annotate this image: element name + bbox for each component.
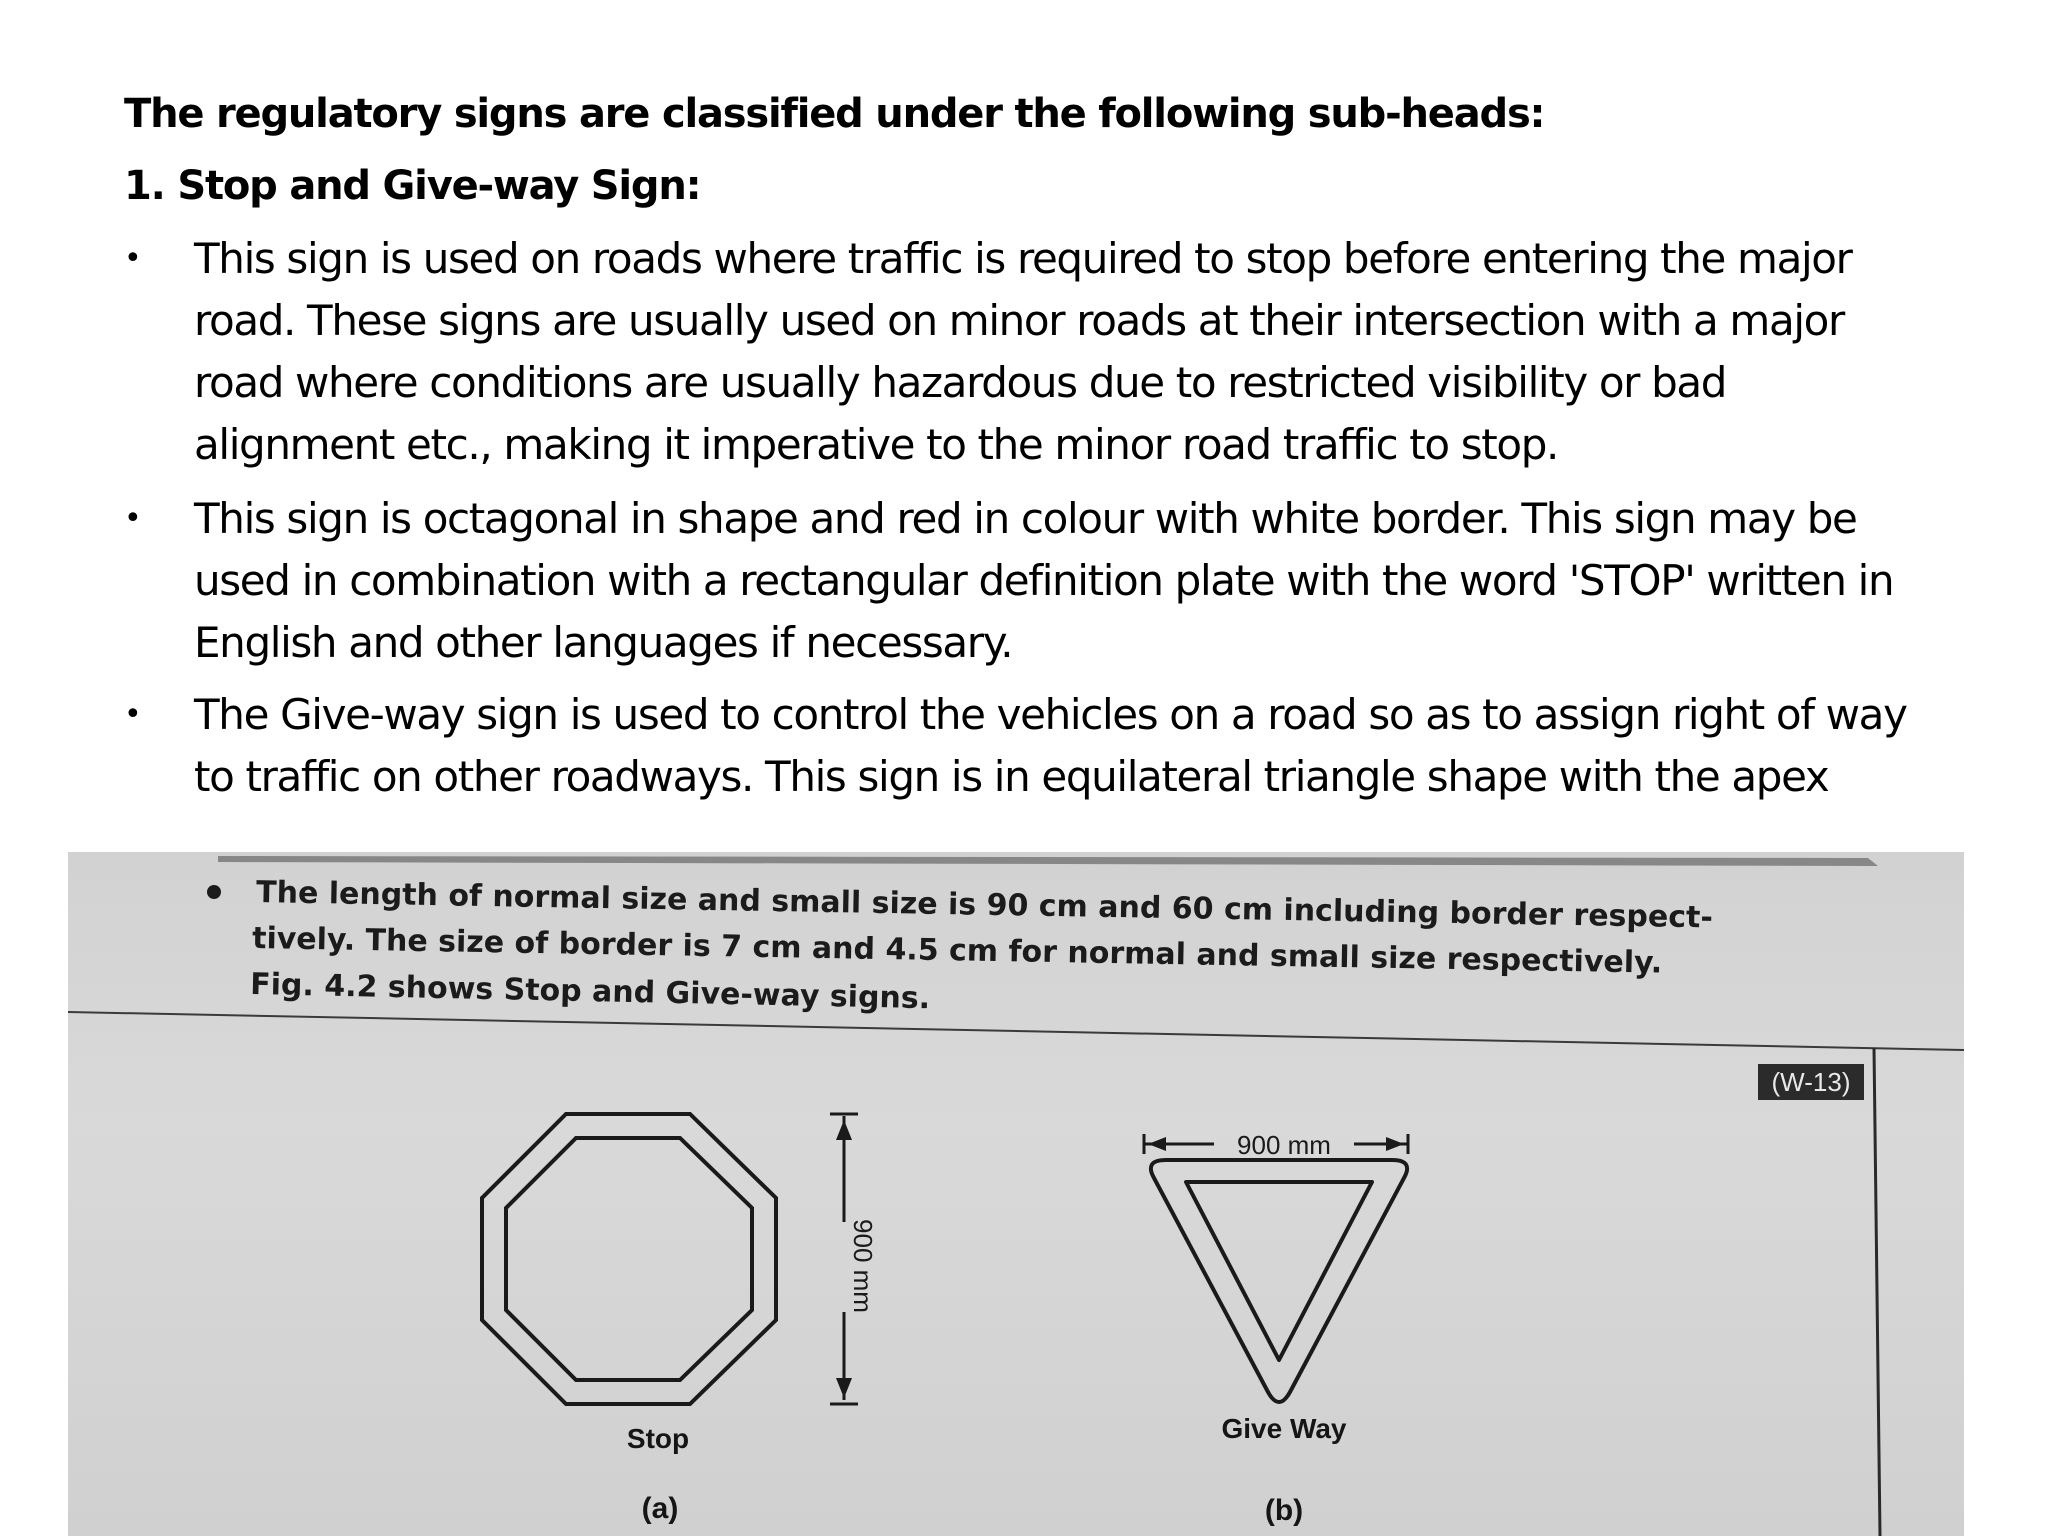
- bullet-dot: •: [124, 241, 142, 276]
- stop-sign-drawing: [482, 1114, 776, 1404]
- figure-frame: [1874, 1048, 1880, 1536]
- bullet-text: This sign is used on roads where traffic is required to stop before entering the major road. These signs are usually used on minor roads at their intersection with a major road where conditions are usually hazardous due to restricted visibility or bad alignment etc., making it imperative to the minor road traffic to stop.: [194, 234, 1852, 469]
- give-way-label: Give Way: [1221, 1413, 1347, 1444]
- scan-line-3: Fig. 4.2 shows Stop and Give-way signs.: [249, 967, 931, 1017]
- bullet-dot: •: [124, 501, 142, 536]
- scan-line-1: The length of normal size and small size is 90 cm and 60 cm including border respect-: [255, 875, 1714, 936]
- subsection-heading: 1. Stop and Give-way Sign:: [124, 163, 701, 209]
- figure-tag: (W-13): [1771, 1067, 1851, 1097]
- scan-line-2: tively. The size of border is 7 cm and 4.5 cm for normal and small size respectively.: [251, 921, 1663, 981]
- slide-text-area: [124, 0, 1934, 852]
- bullet-dot: •: [124, 697, 142, 732]
- bullet-text: The Give-way sign is used to control the vehicles on a road so as to assign right of way to traffic on other roadways. This sign is in equilateral triangle shape with the apex: [194, 690, 1907, 801]
- give-way-dimension-label: 900 mm: [1237, 1130, 1331, 1160]
- sub-figure-a: (a): [641, 1492, 679, 1525]
- stop-dimension-label: 900 mm: [848, 1219, 878, 1313]
- sub-figure-b: (b): [1264, 1494, 1304, 1527]
- scan-bullet-dot: [207, 885, 221, 899]
- textbook-scan-svg: [68, 852, 1964, 1536]
- stop-label: Stop: [626, 1423, 690, 1454]
- page-rule: [68, 1012, 1964, 1050]
- give-way-sign-drawing: [1151, 1160, 1407, 1402]
- textbook-scan-photo: [68, 852, 1964, 1536]
- section-heading: The regulatory signs are classified under the following sub-heads:: [124, 91, 1545, 137]
- bullet-text: This sign is octagonal in shape and red in colour with white border. This sign may be used in combination with a rectangular definition plate with the word 'STOP' written in English and other languages if necessary.: [194, 494, 1894, 667]
